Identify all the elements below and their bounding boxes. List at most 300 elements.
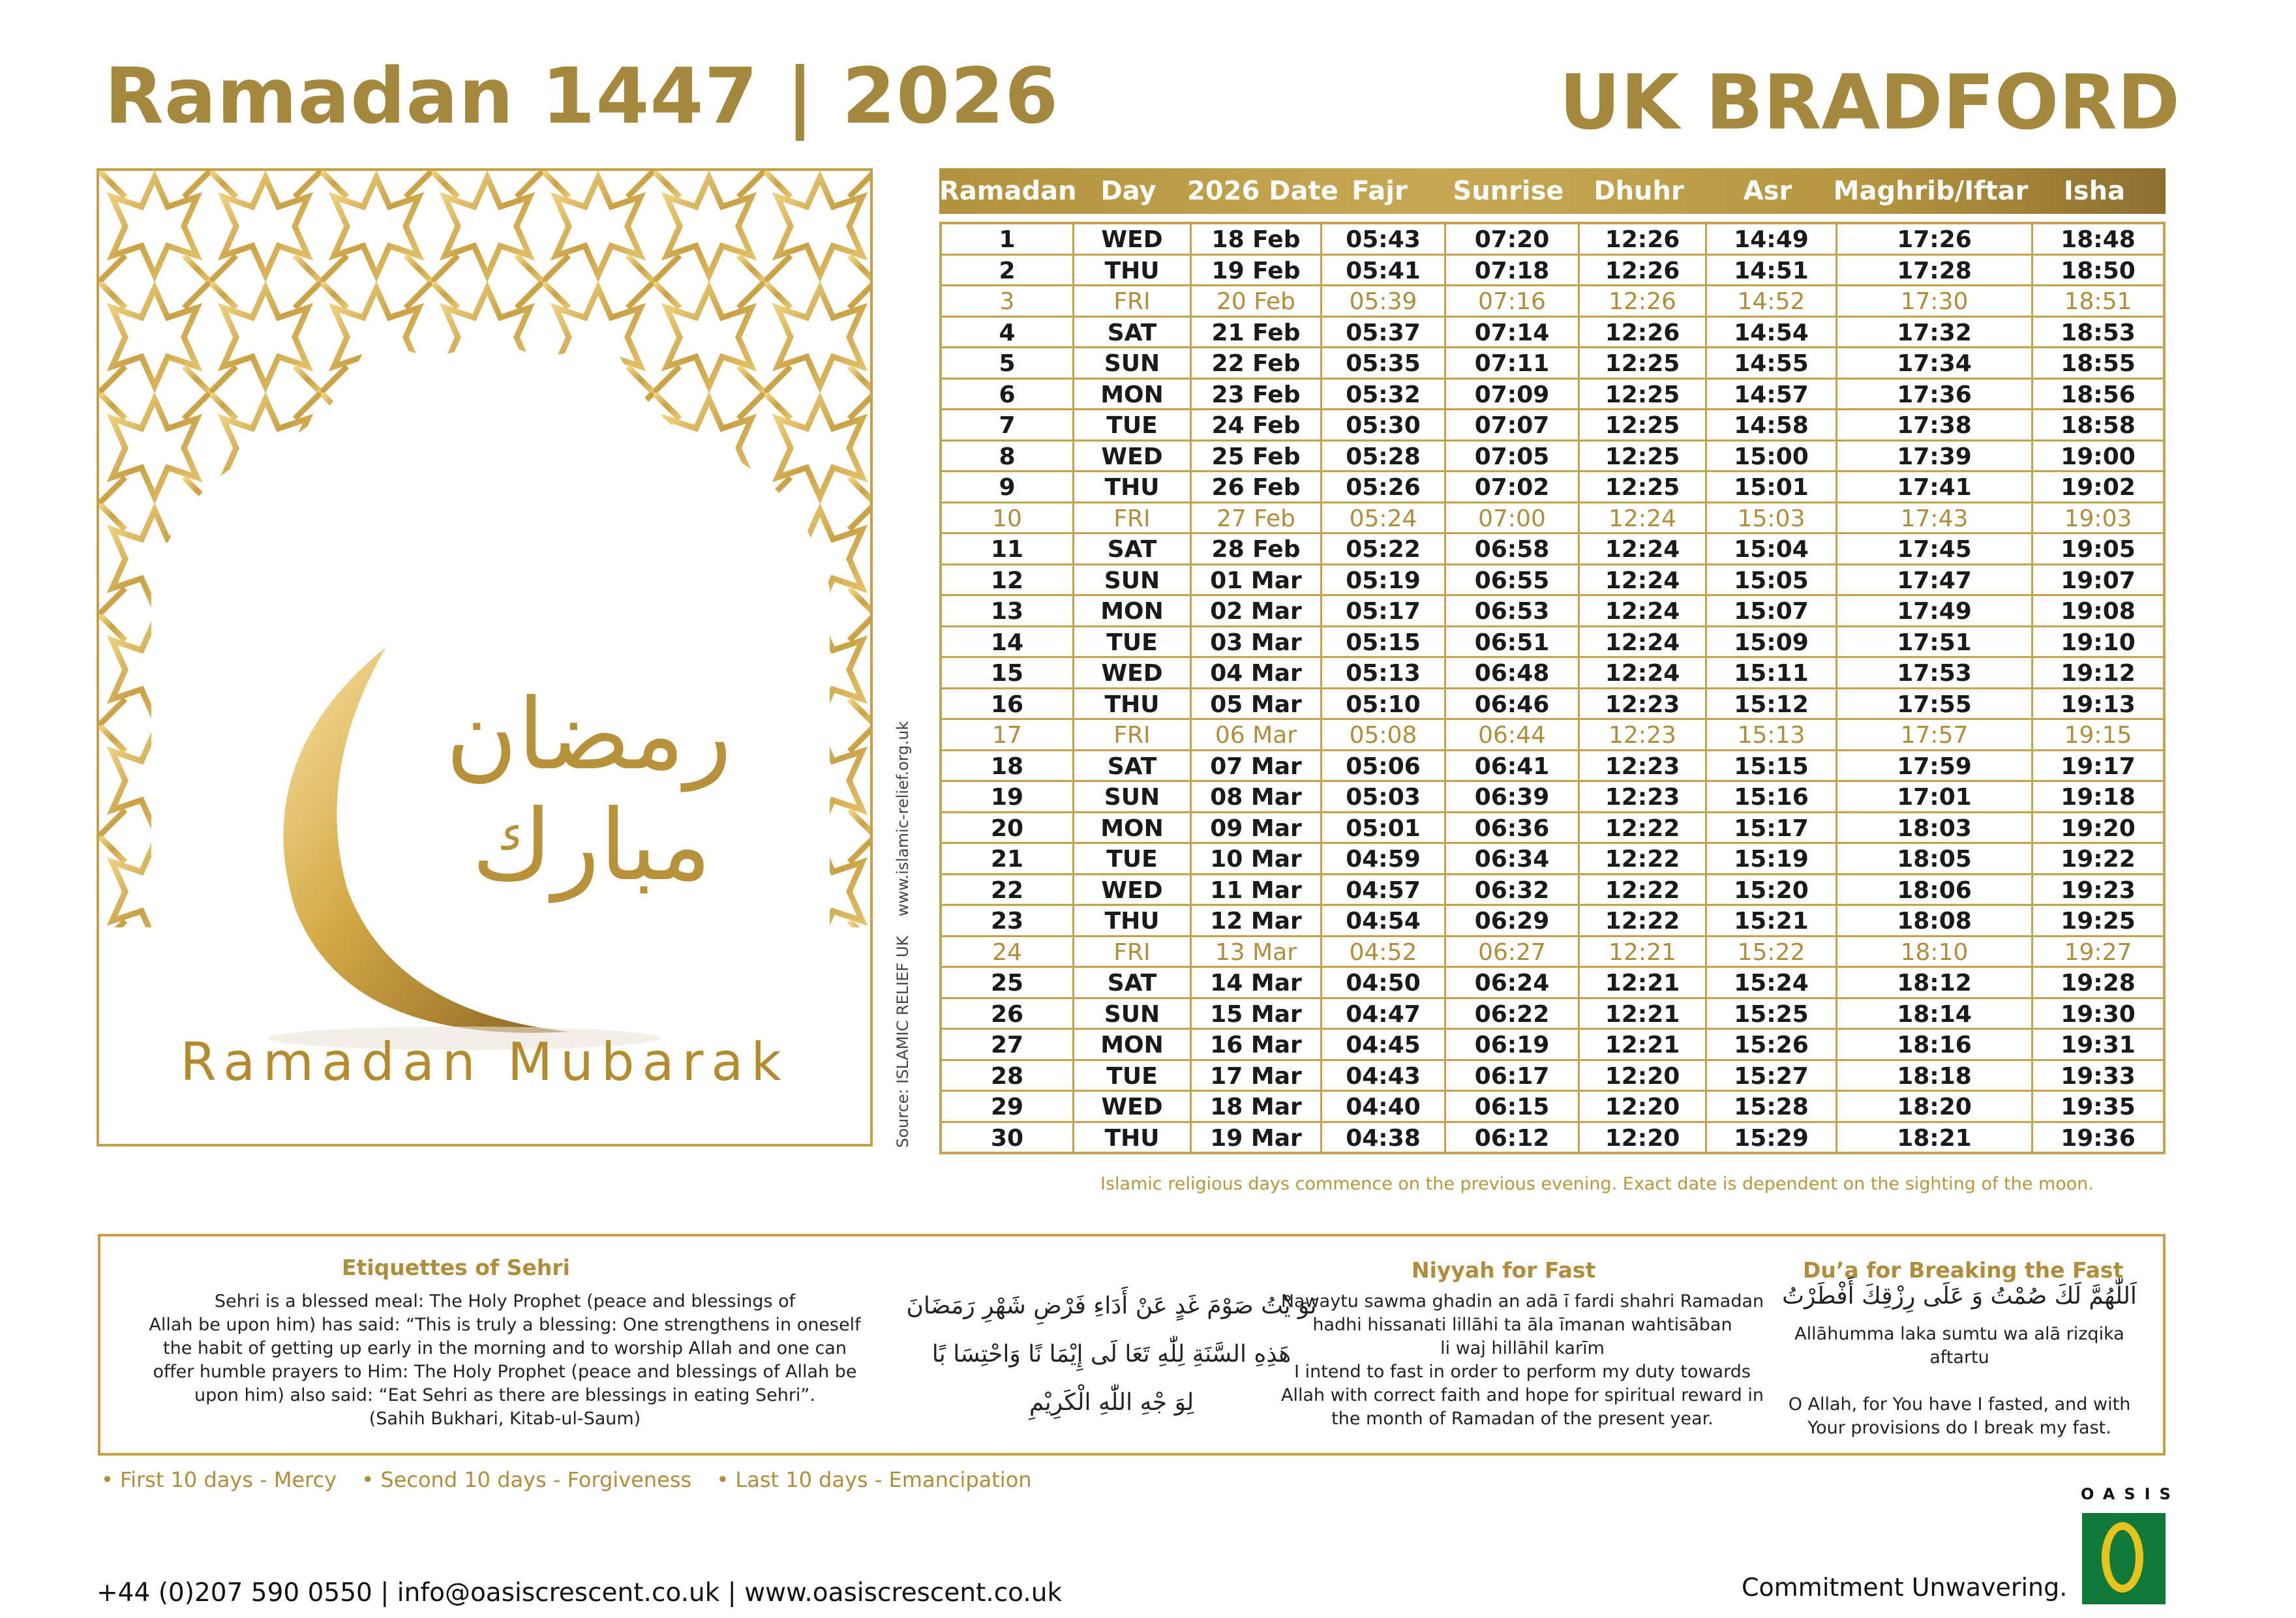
cell-ramadan: 16 [990,691,1024,718]
cell-ramadan: 10 [992,505,1022,532]
cell-maghrib-iftar: 18:05 [1835,844,2031,875]
cell-asr: 15:25 [1705,999,1835,1030]
table-row [942,658,2163,689]
cell-isha: 18:50 [2031,256,2163,286]
cell-asr: 15:28 [1705,1092,1835,1122]
cell-asr: 15:05 [1705,565,1835,596]
cell-date: 10 Mar [1190,844,1320,875]
cell-dhuhr: 12:23 [1578,782,1705,813]
cell-asr: 15:16 [1705,782,1835,813]
cell-date: 14 Mar [1190,968,1320,998]
source-credit [894,721,912,1148]
cell-asr: 15:21 [1705,906,1835,936]
cell-maghrib-iftar: 18:06 [1835,875,2031,906]
cell-day: FRI [1072,286,1190,317]
cell-day: MON [1072,380,1190,410]
cell-day: WED [1072,1092,1190,1122]
cell-sunrise: 06:39 [1444,782,1578,813]
table-row [942,999,2163,1030]
cell-ramadan: 19 [990,784,1024,811]
cell-maghrib-iftar: 17:53 [1835,658,2031,689]
dua-title: Du’a for Breaking the Fast [1803,1257,2124,1283]
cell-day: SUN [1072,782,1190,813]
cell-date: 23 Feb [1190,380,1320,410]
cell-ramadan: 30 [990,1124,1024,1152]
arabic-line: نَوَ يْتُ صَوْمَ غَدٍ عَنْ أَدَاءِ فَرْضِ شَهْرِ رَمَضَانَ [906,1293,1317,1319]
cell-ramadan: 9 [999,474,1016,501]
cell-asr: 14:55 [1705,348,1835,379]
dua-line: O Allah, for You have I fasted, and with [1788,1394,2131,1415]
cell-day: TUE [1072,844,1190,875]
cell-dhuhr: 12:25 [1578,410,1705,441]
cell-date: 18 Feb [1190,224,1320,255]
table-row [942,442,2163,473]
cell-day: SAT [1072,968,1190,998]
table-row [942,689,2163,721]
cell-day: FRI [1072,720,1190,751]
cell-asr: 15:19 [1705,844,1835,875]
cell-date: 19 Mar [1190,1123,1320,1154]
cell-ramadan: 15 [990,660,1024,687]
cell-ramadan: 25 [990,970,1024,996]
cell-day: SUN [1072,348,1190,379]
cell-sunrise: 06:22 [1444,999,1578,1030]
cell-asr: 14:57 [1705,380,1835,410]
cell-isha: 19:15 [2031,720,2163,751]
table-row [942,937,2163,968]
cell-fajr: 04:45 [1320,1030,1444,1060]
cell-day: THU [1072,689,1190,720]
cell-ramadan: 26 [990,1000,1024,1028]
cell-sunrise: 06:53 [1444,596,1578,627]
cell-fajr: 05:24 [1320,503,1444,534]
cell-sunrise: 07:02 [1444,472,1578,503]
cell-dhuhr: 12:25 [1578,442,1705,472]
header-asr: Asr [1743,176,1792,206]
cell-date: 28 Feb [1190,534,1320,565]
cell-isha: 19:00 [2031,442,2163,472]
cell-isha: 19:03 [2031,503,2163,534]
table-row [942,782,2163,813]
cell-maghrib-iftar: 17:39 [1835,442,2031,472]
cell-maghrib-iftar: 17:51 [1835,627,2031,658]
cell-sunrise: 07:09 [1444,380,1578,410]
cell-ramadan: 5 [999,350,1016,377]
cell-day: FRI [1072,937,1190,968]
cell-asr: 14:58 [1705,410,1835,441]
cell-dhuhr: 12:21 [1578,968,1705,998]
cell-dhuhr: 12:24 [1578,596,1705,627]
table-row [942,1061,2163,1092]
cell-dhuhr: 12:22 [1578,875,1705,906]
sehri-line: Allah be upon him) has said: “This is truly a blessing: One strengthens in oneself [149,1315,861,1335]
cell-fajr: 05:17 [1320,596,1444,627]
cell-fajr: 05:03 [1320,782,1444,813]
cell-day: FRI [1072,503,1190,534]
cell-date: 01 Mar [1190,565,1320,596]
cell-sunrise: 06:48 [1444,658,1578,689]
cell-fajr: 05:13 [1320,658,1444,689]
arabic-calligraphy: رمضان مبارك [446,678,732,903]
cell-asr: 14:49 [1705,224,1835,255]
oasis-logo-text: OASIS [2081,1485,2180,1503]
cell-isha: 19:31 [2031,1030,2163,1060]
cell-maghrib-iftar: 18:03 [1835,813,2031,844]
cell-isha: 19:23 [2031,875,2163,906]
cell-asr: 14:51 [1705,256,1835,286]
cell-fajr: 05:01 [1320,813,1444,844]
cell-dhuhr: 12:21 [1578,937,1705,968]
cell-fajr: 05:19 [1320,565,1444,596]
table-row [942,751,2163,783]
niyyah-line: hadhi hissanati lillāhi ta āla īmanan wahtisāban [1312,1315,1732,1335]
cell-dhuhr: 12:23 [1578,720,1705,751]
cell-sunrise: 06:19 [1444,1030,1578,1060]
cell-isha: 19:30 [2031,999,2163,1030]
table-row [942,380,2163,411]
cell-dhuhr: 12:24 [1578,658,1705,689]
table-row [942,1030,2163,1061]
dua-text [1777,1323,2142,1440]
cell-sunrise: 06:41 [1444,751,1578,782]
ten-days-mercy: • First 10 days - Mercy [101,1467,337,1492]
cell-day: TUE [1072,410,1190,441]
cell-day: WED [1072,224,1190,255]
cell-maghrib-iftar: 17:01 [1835,782,2031,813]
cell-ramadan: 21 [990,846,1024,873]
cell-ramadan: 14 [990,629,1024,656]
cell-isha: 18:56 [2031,380,2163,410]
cell-isha: 19:17 [2031,751,2163,782]
table-row [942,410,2163,442]
cell-sunrise: 06:27 [1444,937,1578,968]
cell-day: WED [1072,658,1190,689]
cell-asr: 15:22 [1705,937,1835,968]
cell-isha: 19:33 [2031,1061,2163,1092]
cell-day: THU [1072,1123,1190,1154]
cell-maghrib-iftar: 18:20 [1835,1092,2031,1122]
cell-maghrib-iftar: 18:14 [1835,999,2031,1030]
cell-asr: 15:09 [1705,627,1835,658]
cell-maghrib-iftar: 17:43 [1835,503,2031,534]
cell-fajr: 05:39 [1320,286,1444,317]
cell-sunrise: 06:51 [1444,627,1578,658]
cell-ramadan: 23 [990,908,1024,935]
ramadan-mubarak-text: Ramadan Mubarak [180,1032,789,1092]
header-ramadan: Ramadan [939,176,1077,206]
oasis-logo-icon [2082,1513,2166,1604]
table-row [942,1123,2163,1154]
cell-date: 26 Feb [1190,472,1320,503]
dua-transliteration: Allāhumma laka sumtu wa alā rizqika aftartu [1794,1324,2124,1368]
cell-fajr: 05:08 [1320,720,1444,751]
ten-days-emancipation: • Last 10 days - Emancipation [716,1467,1032,1492]
cell-sunrise: 07:16 [1444,286,1578,317]
cell-fajr: 04:40 [1320,1092,1444,1122]
cell-date: 16 Mar [1190,1030,1320,1060]
header-date: 2026 Date [1187,176,1338,206]
table-row [942,844,2163,875]
cell-fajr: 05:22 [1320,534,1444,565]
cell-sunrise: 07:11 [1444,348,1578,379]
cell-asr: 15:17 [1705,813,1835,844]
cell-maghrib-iftar: 17:59 [1835,751,2031,782]
cell-date: 19 Feb [1190,256,1320,286]
cell-isha: 18:48 [2031,224,2163,255]
city-title: UK BRADFORD [1559,59,2180,147]
cell-dhuhr: 12:20 [1578,1061,1705,1092]
cell-fajr: 04:50 [1320,968,1444,998]
table-row [942,968,2163,999]
cell-sunrise: 06:58 [1444,534,1578,565]
cell-date: 21 Feb [1190,318,1320,348]
cell-asr: 15:01 [1705,472,1835,503]
cell-date: 15 Mar [1190,999,1320,1030]
cell-dhuhr: 12:23 [1578,689,1705,720]
dua-arabic: اَللّٰهُمَّ لَكَ صُمْتُ وَ عَلَى رِزْقِكَ أَفْطَرْتُ [1782,1283,2137,1310]
cell-maghrib-iftar: 18:18 [1835,1061,2031,1092]
cell-asr: 15:20 [1705,875,1835,906]
cell-sunrise: 06:55 [1444,565,1578,596]
cell-sunrise: 06:17 [1444,1061,1578,1092]
table-row [942,813,2163,845]
cell-dhuhr: 12:25 [1578,380,1705,410]
cell-fajr: 05:37 [1320,318,1444,348]
cell-fajr: 05:35 [1320,348,1444,379]
cell-sunrise: 06:34 [1444,844,1578,875]
cell-fajr: 05:43 [1320,224,1444,255]
cell-fajr: 04:57 [1320,875,1444,906]
table-row [942,224,2163,256]
cell-ramadan: 4 [999,319,1016,346]
cell-date: 27 Feb [1190,503,1320,534]
cell-dhuhr: 12:26 [1578,224,1705,255]
cell-maghrib-iftar: 18:12 [1835,968,2031,998]
cell-fajr: 05:06 [1320,751,1444,782]
cell-sunrise: 06:36 [1444,813,1578,844]
cell-ramadan: 8 [999,443,1016,470]
cell-isha: 19:18 [2031,782,2163,813]
cell-isha: 19:22 [2031,844,2163,875]
cell-fajr: 05:28 [1320,442,1444,472]
header-dhuhr: Dhuhr [1594,176,1684,206]
cell-sunrise: 07:14 [1444,318,1578,348]
cell-sunrise: 07:20 [1444,224,1578,255]
sehri-line: upon him) also said: “Eat Sehri as there are blessings in eating Sehri”. [194,1385,815,1405]
cell-ramadan: 12 [990,567,1024,594]
cell-day: TUE [1072,627,1190,658]
sehri-title: Etiquettes of Sehri [342,1255,570,1280]
cell-date: 05 Mar [1190,689,1320,720]
table-row [942,627,2163,659]
table-row [942,286,2163,318]
cell-day: SUN [1072,565,1190,596]
cell-day: THU [1072,256,1190,286]
cell-day: SAT [1072,318,1190,348]
arabic-line: لِوَ جْهِ اللّٰهِ الْكَرِيْمِ [1029,1389,1194,1416]
cell-isha: 18:55 [2031,348,2163,379]
cell-isha: 19:10 [2031,627,2163,658]
cell-isha: 19:13 [2031,689,2163,720]
cell-fajr: 04:43 [1320,1061,1444,1092]
cell-maghrib-iftar: 18:10 [1835,937,2031,968]
cell-day: SAT [1072,534,1190,565]
cell-maghrib-iftar: 17:36 [1835,380,2031,410]
cell-date: 12 Mar [1190,906,1320,936]
cell-maghrib-iftar: 17:26 [1835,224,2031,255]
cell-fajr: 05:32 [1320,380,1444,410]
header-day: Day [1100,176,1156,206]
cell-dhuhr: 12:21 [1578,1030,1705,1060]
cell-isha: 19:27 [2031,937,2163,968]
cell-asr: 15:27 [1705,1061,1835,1092]
cell-sunrise: 07:07 [1444,410,1578,441]
cell-ramadan: 1 [999,226,1016,253]
sehri-line: offer humble prayers to Him: The Holy Prophet (peace and blessings of Allah be [153,1362,857,1382]
table-row [942,875,2163,906]
cell-sunrise: 06:12 [1444,1123,1578,1154]
cell-sunrise: 06:15 [1444,1092,1578,1122]
table-row [942,348,2163,380]
cell-dhuhr: 12:20 [1578,1092,1705,1122]
cell-date: 20 Feb [1190,286,1320,317]
ten-days-list [101,1467,1050,1492]
cell-asr: 15:26 [1705,1030,1835,1060]
cell-fajr: 05:10 [1320,689,1444,720]
cell-ramadan: 3 [999,288,1015,315]
table-row [942,503,2163,535]
sehri-line: (Sahih Bukhari, Kitab-ul-Saum) [369,1409,641,1429]
cell-sunrise: 07:18 [1444,256,1578,286]
cell-asr: 15:03 [1705,503,1835,534]
table-row [942,906,2163,937]
timetable-header [939,168,2166,214]
cell-day: THU [1072,472,1190,503]
slogan: Commitment Unwavering. [1742,1573,2068,1602]
cell-ramadan: 2 [999,257,1016,284]
cell-ramadan: 11 [990,536,1024,563]
cell-ramadan: 18 [990,753,1024,780]
cell-fajr: 04:52 [1320,937,1444,968]
cell-maghrib-iftar: 18:21 [1835,1123,2031,1154]
cell-date: 07 Mar [1190,751,1320,782]
cell-sunrise: 06:24 [1444,968,1578,998]
cell-isha: 19:12 [2031,658,2163,689]
cell-date: 04 Mar [1190,658,1320,689]
cell-sunrise: 07:00 [1444,503,1578,534]
cell-ramadan: 24 [992,938,1022,966]
cell-maghrib-iftar: 17:34 [1835,348,2031,379]
table-row [942,720,2163,751]
cell-dhuhr: 12:26 [1578,318,1705,348]
source-org: Source: ISLAMIC RELIEF UK [894,935,912,1148]
cell-date: 24 Feb [1190,410,1320,441]
cell-dhuhr: 12:24 [1578,627,1705,658]
cell-isha: 19:25 [2031,906,2163,936]
cell-ramadan: 22 [990,876,1024,904]
cell-fajr: 05:15 [1320,627,1444,658]
cell-date: 06 Mar [1190,720,1320,751]
cell-maghrib-iftar: 17:49 [1835,596,2031,627]
sehri-line: Sehri is a blessed meal: The Holy Prophet (peace and blessings of [214,1291,796,1311]
cell-maghrib-iftar: 17:28 [1835,256,2031,286]
niyyah-line: Nawaytu sawma ghadin an adā ī fardi shahri Ramadan [1280,1291,1764,1311]
cell-ramadan: 13 [990,598,1024,625]
cell-fajr: 04:59 [1320,844,1444,875]
cell-day: TUE [1072,1061,1190,1092]
table-row [942,318,2163,349]
cell-isha: 19:36 [2031,1123,2163,1154]
cell-isha: 18:53 [2031,318,2163,348]
cell-date: 25 Feb [1190,442,1320,472]
cell-sunrise: 06:29 [1444,906,1578,936]
cell-day: MON [1072,813,1190,844]
cell-dhuhr: 12:24 [1578,534,1705,565]
cell-date: 09 Mar [1190,813,1320,844]
cell-ramadan: 29 [990,1094,1024,1120]
info-box [98,1234,2166,1456]
niyyah-line: Allah with correct faith and hope for spiritual reward in [1281,1385,1764,1405]
cell-dhuhr: 12:22 [1578,813,1705,844]
cell-asr: 15:15 [1705,751,1835,782]
cell-ramadan: 7 [999,412,1016,439]
cell-ramadan: 27 [990,1032,1024,1058]
cell-isha: 19:28 [2031,968,2163,998]
cell-date: 02 Mar [1190,596,1320,627]
ramadan-illustration [97,168,873,1146]
cell-isha: 19:05 [2031,534,2163,565]
cell-date: 18 Mar [1190,1092,1320,1122]
cell-day: MON [1072,596,1190,627]
cell-dhuhr: 12:22 [1578,906,1705,936]
table-row [942,472,2163,503]
cell-dhuhr: 12:26 [1578,256,1705,286]
niyyah-line: the month of Ramadan of the present year. [1331,1409,1714,1429]
arabic-line: هَذِهِ السَّنَةِ لِلّٰهِ تَعَا لَى إِيْمَا نًا وَاحْتِسَا بًا [931,1341,1292,1368]
cell-ramadan: 28 [990,1062,1024,1090]
cell-isha: 18:51 [2031,286,2163,317]
header-sunrise: Sunrise [1453,176,1564,206]
cell-asr: 14:52 [1705,286,1835,317]
moon-sighting-note: Islamic religious days commence on the previous evening. Exact date is dependent on the sighting of the moon. [1100,1174,2094,1194]
timetable [939,222,2166,1154]
cell-day: THU [1072,906,1190,936]
niyyah-title: Niyyah for Fast [1412,1257,1596,1283]
cell-asr: 15:24 [1705,968,1835,998]
cell-fajr: 04:47 [1320,999,1444,1030]
cell-asr: 15:12 [1705,689,1835,720]
header-fajr: Fajr [1352,176,1408,206]
cell-fajr: 04:54 [1320,906,1444,936]
cell-dhuhr: 12:24 [1578,565,1705,596]
cell-date: 03 Mar [1190,627,1320,658]
cell-asr: 15:04 [1705,534,1835,565]
cell-dhuhr: 12:25 [1578,348,1705,379]
cell-maghrib-iftar: 17:47 [1835,565,2031,596]
cell-isha: 19:35 [2031,1092,2163,1122]
source-url: www.islamic-relief.org.uk [894,721,912,917]
cell-isha: 19:08 [2031,596,2163,627]
table-row [942,1092,2163,1123]
cell-maghrib-iftar: 17:45 [1835,534,2031,565]
table-row [942,596,2163,627]
cell-maghrib-iftar: 17:30 [1835,286,2031,317]
dua-line: Your provisions do I break my fast. [1807,1418,2111,1438]
cell-isha: 19:07 [2031,565,2163,596]
cell-isha: 18:58 [2031,410,2163,441]
table-row [942,565,2163,597]
cell-maghrib-iftar: 17:55 [1835,689,2031,720]
